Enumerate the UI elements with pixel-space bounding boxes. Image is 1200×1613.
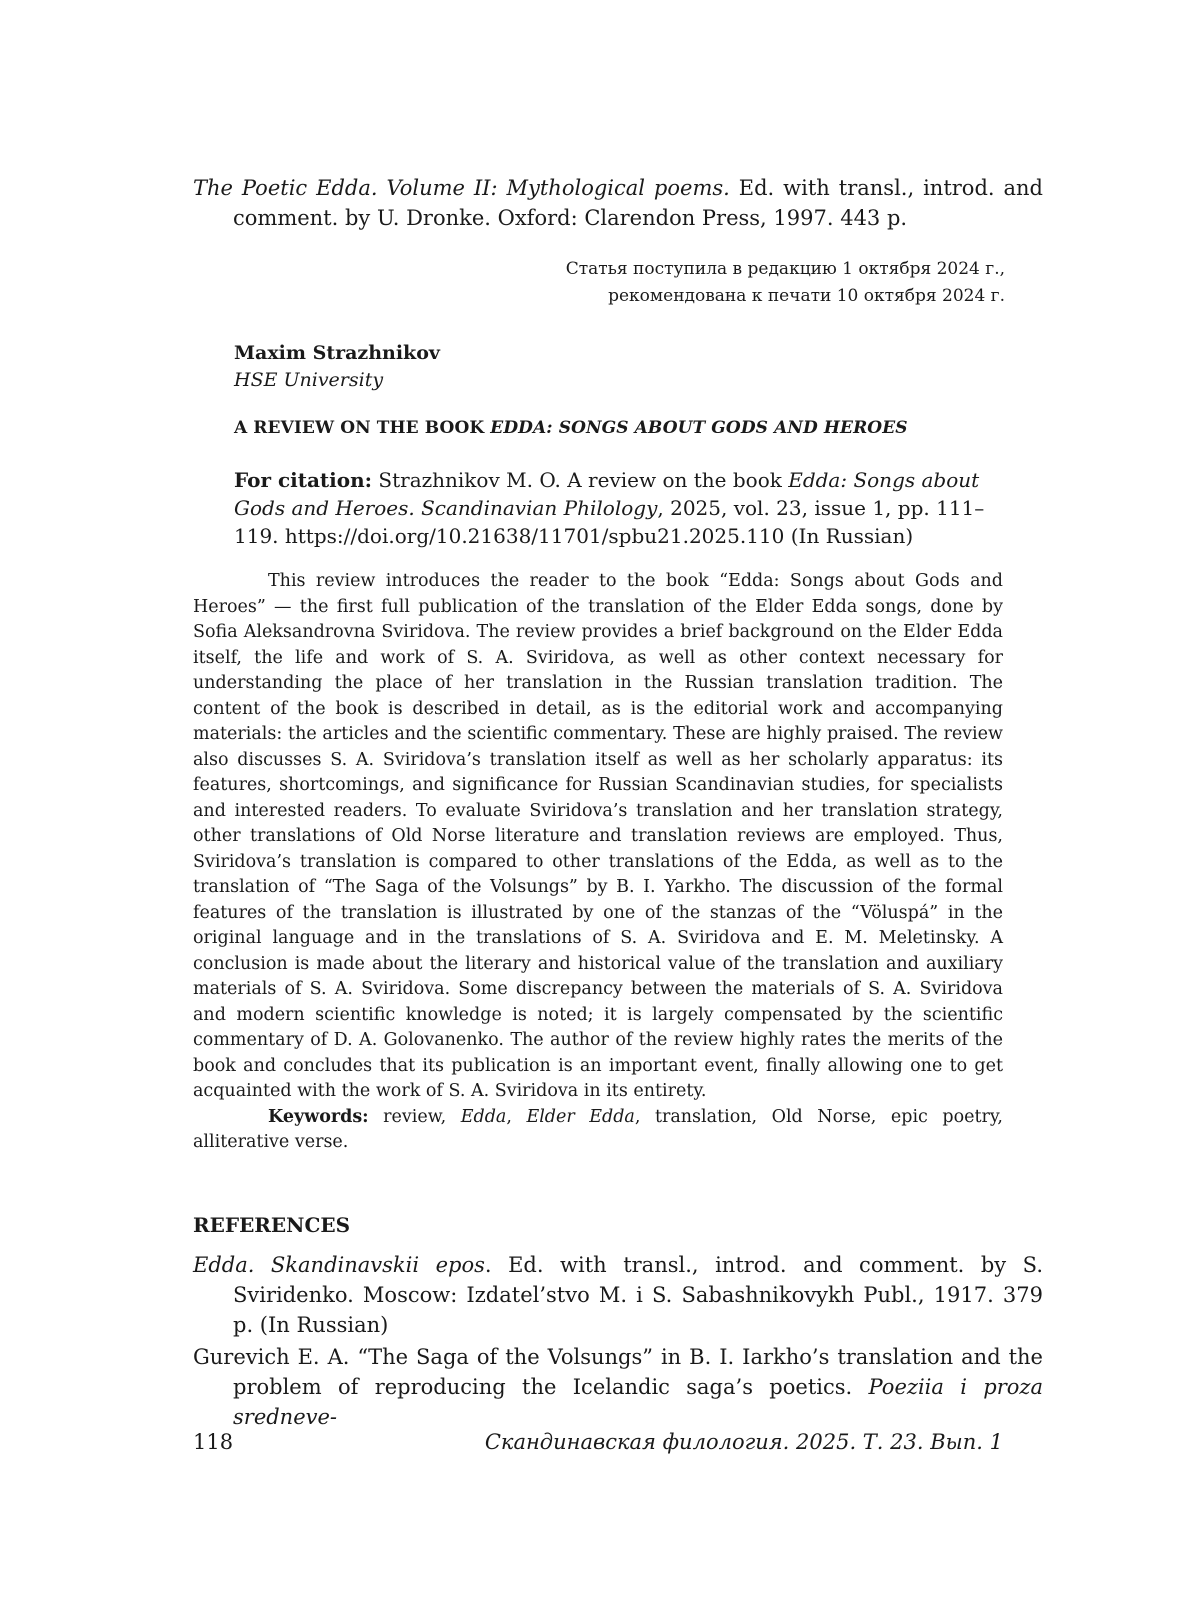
keywords-part-2: Edda <box>460 1106 507 1127</box>
citation-label: For citation: <box>234 468 373 492</box>
reference-2-source: Poeziia i proza sredneve- <box>233 1375 1043 1429</box>
references-list <box>193 1250 1043 1434</box>
top-reference-details: Ed. with transl., introd. and comment. by U. Dronke. Oxford: Clarendon Press, 1997. 443 p. <box>233 176 1043 230</box>
citation-part-2: , 2025, vol. 23, issue 1, pp. 111–119. https://doi.org/10.21638/11701/spbu21.2025.110 (In Russian) <box>234 496 985 548</box>
keywords-label: Keywords: <box>268 1106 369 1127</box>
received-note <box>566 256 1005 310</box>
reference-1-title: Edda. Skandinavskii epos <box>193 1253 485 1277</box>
keywords-part-4: Elder Edda <box>526 1106 635 1127</box>
article-title <box>234 418 908 438</box>
references-heading: REFERENCES <box>193 1213 351 1237</box>
citation-italic: Edda: Songs about Gods and Heroes. Scandinavian Philology <box>234 468 980 520</box>
abstract-text: This review introduces the reader to the book “Edda: Songs about Gods and Heroes” — the first full publication of the translation of the Elder Edda songs, done by Sofia Aleksandrovna Sviridova. The review provides a brief background on the Elder Edda itself, the life and work of S. A. Sviridova, as well as other context necessary for understanding the place of her translation in the Russian translation tradition. The content of the book is described in detail, as is the editorial work and accompanying materials: the articles and the scientific commentary. These are highly praised. The review also discusses S. A. Sviridova’s translation itself as well as her scholarly apparatus: its features, shortcomings, and significance for Russian Scandinavian studies, for specialists and interested readers. To evaluate Sviridova’s translation and her translation strategy, other translations of Old Norse literature and translation reviews are employed. Thus, Sviridova’s translation is compared to other translations of the Edda, as well as to the translation of “The Saga of the Volsungs” by B. I. Yarkho. The discussion of the formal features of the translation is illustrated by one of the stanzas of the “Völuspá” in the original language and in the translations of S. A. Sviridova and E. M. Meletinsky. A conclusion is made about the literary and historical value of the translation and auxiliary materials of S. A. Sviridova. Some discrepancy between the materials of S. A. Sviridova and modern scientific knowledge is noted; it is largely compensated by the scientific commentary of D. A. Golovanenko. The author of the review highly rates the merits of the book and concludes that its publication is an important event, finally allowing one to get acquainted with the work of S. A. Sviridova in its entirety. <box>193 571 1003 1101</box>
reference-2-details: Gurevich E. A. “The Saga of the Volsungs” in B. I. Iarkho’s translation and the problem of reproducing the Icelandic saga’s poetics. <box>193 1345 1043 1399</box>
page-footer <box>193 1430 1003 1454</box>
citation-part-1: Strazhnikov M. O. A review on the book <box>372 468 789 492</box>
article-title-plain: A REVIEW ON THE BOOK <box>234 418 491 438</box>
reference-1-details: . Ed. with transl., introd. and comment. by S. Sviridenko. Moscow: Izdatel’stvo M. i S. Sabashnikovykh Publ., 1917. 379 p. (In Russian) <box>233 1253 1043 1337</box>
author-block <box>234 340 440 394</box>
reference-item <box>193 1342 1043 1432</box>
top-reference <box>193 173 1043 233</box>
citation <box>234 466 1004 550</box>
abstract <box>193 569 1003 1156</box>
page-number: 118 <box>193 1430 234 1454</box>
author-name: Maxim Strazhnikov <box>234 342 440 364</box>
keywords-part-5: , translation, Old Norse, epic poetry, alliterative verse. <box>193 1106 1003 1152</box>
keywords-part-1: review, <box>368 1106 461 1127</box>
reference-item <box>193 1250 1043 1340</box>
keywords <box>193 1105 1003 1156</box>
received-line-1: Статья поступила в редакцию 1 октября 2024 г., <box>565 259 1005 279</box>
keywords-part-3: , <box>506 1106 527 1127</box>
top-reference-title: The Poetic Edda. Volume II: Mythological poems. <box>193 176 730 200</box>
article-title-italic: EDDA: SONGS ABOUT GODS AND HEROES <box>490 418 908 438</box>
received-line-2: рекомендована к печати 10 октября 2024 г. <box>608 286 1005 306</box>
author-affiliation: HSE University <box>234 369 384 391</box>
journal-name: Скандинавская филология. 2025. Т. 23. Вып. 1 <box>484 1430 1003 1454</box>
